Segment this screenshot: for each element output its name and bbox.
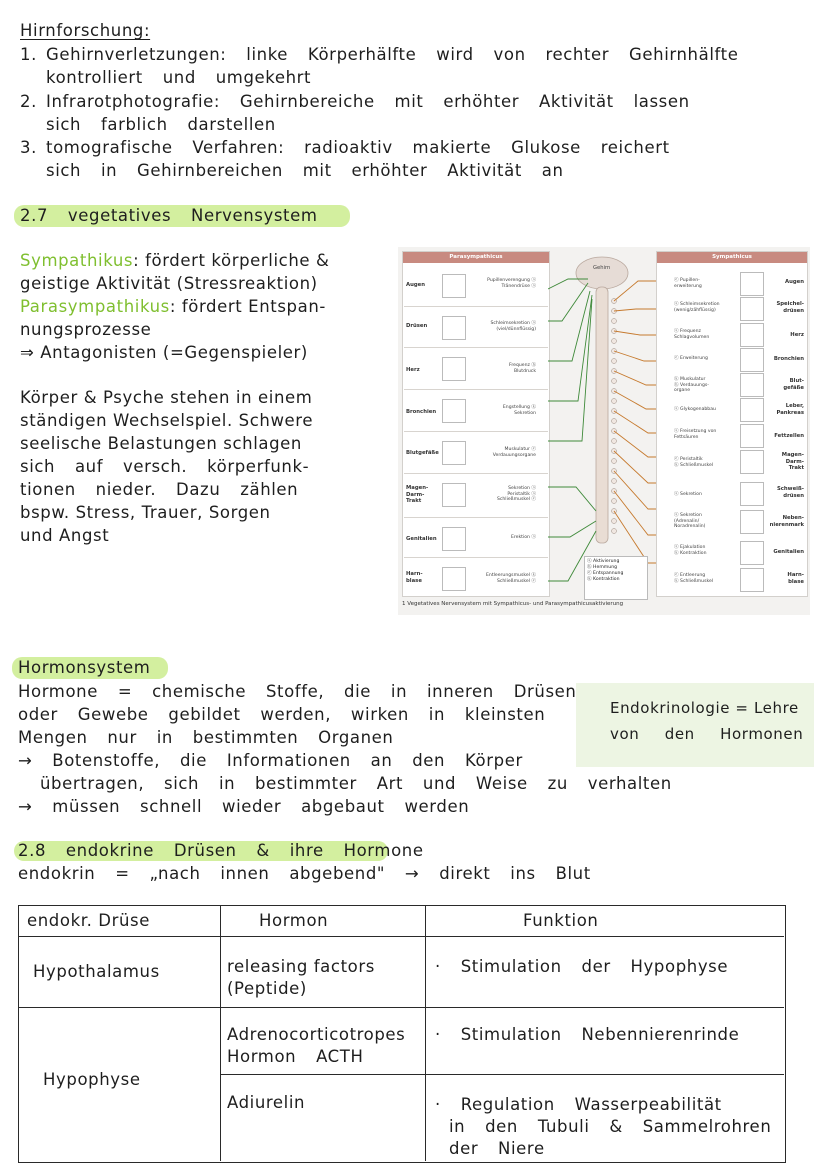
right-effect-11: ⓔ Entleerung ⓚ Schließmuskel [674, 573, 714, 584]
left-effect-6: Erektion ⓐ [510, 535, 536, 540]
hormon-line-3: Mengen nur in bestimmten Organen [18, 728, 394, 747]
left-row-divider [404, 306, 548, 307]
brain-item-3-line2: sich in Gehirnbereichen mit erhöhter Aktivität an [46, 161, 564, 180]
psyche-line-6: bspw. Stress, Trauer, Sorgen [20, 503, 271, 522]
brain-research-heading: Hirnforschung: [20, 21, 151, 40]
legend-item: ⓐ Aktivierung [587, 559, 620, 564]
brain-item-2-num: 2. [20, 92, 37, 111]
legend-item: ⓚ Kontraktion [587, 577, 620, 582]
table-row-1-gland: Hypophyse [43, 1070, 141, 1089]
right-organ-3: Bronchien [773, 356, 804, 362]
heart-icon [740, 323, 764, 347]
table-row-divider [19, 1007, 784, 1008]
hormon-line-1: Hormone = chemische Stoffe, die in inneren Drüsen [18, 682, 577, 701]
left-organ-7: Harn- blase [406, 571, 423, 584]
table-row-0-hormone2: (Peptide) [227, 979, 307, 998]
hormon-line-5: übertragen, sich in bestimmter Art und Weise zu verhalten [40, 774, 672, 793]
sympathikus-line1 [20, 250, 329, 272]
left-row-divider [404, 431, 548, 432]
fat-cell-icon [740, 424, 764, 448]
parasympathetic-nerves [548, 279, 596, 581]
eye-icon [740, 272, 764, 296]
right-organ-6: Fettzellen [774, 433, 804, 439]
table-row-2-function2: in den Tubuli & Sammelrohren [449, 1117, 772, 1136]
glands-heading: 2.8 endokrine Drüsen & ihre Hormone [18, 841, 424, 860]
right-effect-9: ⓐ Sekretion (Adrenalin/ Noradrenalin) [674, 513, 706, 529]
sympathikus-term: Sympathikus [20, 251, 134, 270]
parasympathicus-panel [402, 251, 550, 597]
right-effect-8: ⓐ Sekretion [674, 492, 702, 497]
right-effect-0: ⓔ Pupillen- erweiterung [674, 278, 702, 289]
left-organ-0: Augen [406, 282, 426, 288]
psyche-line-3: seelische Belastungen schlagen [20, 434, 302, 453]
right-organ-2: Herz [790, 332, 804, 338]
liver-icon [740, 398, 764, 422]
table-row-1-hormone1: Adrenocorticotropes [227, 1025, 406, 1044]
table-row-0-hormone1: releasing factors [227, 957, 375, 976]
nervous-system-diagram [398, 247, 810, 615]
table-row-2-function3: der Niere [449, 1139, 545, 1158]
left-row-divider [404, 517, 548, 518]
spinal-cord-illustration [548, 251, 656, 595]
right-organ-10: Genitalien [773, 549, 804, 555]
hormon-system-heading: Hormonsystem [18, 658, 151, 677]
table-row-0-gland: Hypothalamus [33, 962, 160, 981]
right-effect-5: ⓐ Glykogenabbau [674, 407, 716, 412]
lungs-icon [442, 399, 466, 423]
left-row-divider [404, 473, 548, 474]
table-row-0-function1: · Stimulation der Hypophyse [435, 957, 729, 976]
psyche-line-4: sich auf versch. körperfunk- [20, 457, 310, 476]
brain-item-1-line1: Gehirnverletzungen: linke Körperhälfte wird von rechter Gehirnhälfte [46, 45, 739, 64]
psyche-line-1: Körper & Psyche stehen in einem [20, 388, 313, 407]
endocrinology-line2: von den Hormonen [610, 725, 804, 743]
vessel-icon [740, 373, 764, 397]
right-effect-3: ⓔ Erweiterung [674, 356, 708, 361]
hormon-line-4: → Botenstoffe, die Informationen an den Körper [18, 751, 523, 770]
left-organ-1: Drüsen [406, 323, 428, 329]
right-organ-0: Augen [784, 279, 804, 285]
table-row-2-hormone1: Adiurelin [227, 1093, 306, 1112]
table-col-divider [220, 906, 221, 1161]
hormon-line-6: → müssen schnell wieder abgebaut werden [18, 797, 470, 816]
genital-icon [740, 541, 764, 565]
vertebrae-group [612, 299, 617, 534]
heart-icon [442, 357, 466, 381]
endocrinology-box [576, 683, 814, 767]
sympathikus-text2: geistige Aktivität (Stressreaktion) [20, 274, 318, 293]
parasympathikus-line1 [20, 296, 326, 318]
spinal-column [596, 287, 608, 543]
right-effect-10: ⓐ Ejakulation ⓚ Kontraktion [674, 545, 707, 556]
psyche-line-7: und Angst [20, 526, 110, 545]
left-effect-3: Engstellung ⓚ Sekretion [502, 405, 536, 416]
left-effect-7: Entleerungsmuskel ⓚ Schließmuskel ⓔ [486, 573, 536, 584]
brain-item-3-line1: tomografische Verfahren: radioaktiv makierte Glukose reichert [46, 138, 670, 157]
left-effect-1: Schleimsekretion ⓐ (viel/dünnflüssig) [490, 321, 536, 332]
vegetative-heading: 2.7 vegetatives Nervensystem [20, 206, 318, 225]
table-row-divider [19, 936, 784, 937]
left-organ-4: Blutgefäße [406, 450, 439, 456]
right-organ-7: Magen- Darm- Trakt [781, 452, 804, 471]
bladder-icon [442, 567, 466, 591]
genital-icon [442, 527, 466, 551]
right-effect-6: ⓐ Freisetzung von Fettsäuren [674, 429, 717, 440]
legend-item: ⓔ Entspannung [587, 571, 624, 576]
hormon-line-2: oder Gewebe gebildet werden, wirken in kleinsten [18, 705, 546, 724]
left-row-divider [404, 389, 548, 390]
table-row-divider [220, 1074, 784, 1075]
right-organ-1: Speichel- drüsen [776, 301, 804, 314]
left-organ-5: Magen- Darm- Trakt [406, 485, 429, 504]
sympathicus-header: Sympathicus [657, 252, 807, 263]
left-row-divider [404, 347, 548, 348]
gland-icon [442, 316, 466, 340]
brain-item-2-line1: Infrarotphotografie: Gehirnbereiche mit erhöhter Aktivität lassen [46, 92, 690, 111]
endocrinology-line1: Endokrinologie = Lehre [610, 699, 799, 717]
adrenal-icon [740, 510, 764, 534]
right-organ-4: Blut- gefäße [783, 378, 804, 391]
right-organ-9: Neben- nierenmark [769, 515, 804, 528]
legend-item: ⓗ Hemmung [587, 565, 618, 570]
eye-icon [442, 274, 466, 298]
left-row-divider [404, 557, 548, 558]
brain-item-3-num: 3. [20, 138, 37, 157]
diagram-caption: 1 Vegetatives Nervensystem mit Sympathicus- und Parasympathicusaktivierung [402, 601, 624, 607]
parasympathikus-term: Parasympathikus [20, 297, 170, 316]
brain-item-1-line2: kontrolliert und umgekehrt [46, 68, 312, 87]
stomach-icon [740, 450, 764, 474]
left-effect-0: Pupillenverengung ⓐ Tränendrüse ⓐ [487, 278, 536, 289]
table-row-1-hormone2: Hormon ACTH [227, 1047, 364, 1066]
stomach-icon [442, 483, 466, 507]
psyche-line-5: tionen nieder. Dazu zählen [20, 480, 299, 499]
left-organ-6: Genitalien [406, 536, 437, 542]
bladder-icon [740, 568, 764, 592]
table-row-1-function1: · Stimulation Nebennierenrinde [435, 1025, 740, 1044]
left-organ-3: Bronchien [406, 409, 437, 415]
right-effect-2: ⓐ Frequenz Schlagvolumen [674, 329, 710, 340]
sympathetic-nerves [614, 281, 656, 563]
brain-label: Gehirn [593, 265, 611, 271]
salivary-gland-icon [740, 297, 764, 321]
table-header-gland: endokr. Drüse [27, 911, 150, 930]
right-effect-7: ⓔ Peristaltik ⓚ Schließmuskel [674, 457, 714, 468]
left-effect-4: Muskulatur ⓔ Verdauungsorgane [492, 447, 536, 458]
right-effect-4: ⓚ Muskulatur ⓗ Verdauungs- organe [674, 377, 709, 393]
right-organ-5: Leber, Pankreas [776, 403, 804, 416]
left-effect-2: Frequenz ⓗ Blutdruck [509, 363, 536, 374]
right-organ-8: Schweiß- drüsen [776, 486, 804, 499]
psyche-line-2: ständigen Wechselspiel. Schwere [20, 411, 314, 430]
brain-item-1-num: 1. [20, 45, 37, 64]
diagram-legend [584, 556, 648, 600]
table-header-hormone: Hormon [259, 911, 329, 930]
left-organ-2: Herz [406, 367, 420, 373]
parasympathicus-header: Parasympathicus [403, 252, 549, 263]
brain-shape [576, 257, 628, 289]
hormone-table [18, 905, 786, 1163]
parasympathikus-text1: : fördert Entspan- [169, 297, 326, 316]
lungs-icon [740, 348, 764, 372]
right-organ-11: Harn- blase [787, 572, 804, 585]
brain-item-2-line2: sich farblich darstellen [46, 115, 276, 134]
antagonists-line: ⇒ Antagonisten (=Gegenspieler) [20, 343, 308, 362]
sweat-gland-icon [740, 482, 764, 506]
parasympathikus-text2: nungsprozesse [20, 320, 152, 339]
sympathikus-text1: : fördert körperliche & [133, 251, 330, 270]
left-effect-5: Sekretion ⓐ Peristaltik ⓐ Schließmuskel ⓔ [496, 486, 536, 502]
vessel-icon [442, 441, 466, 465]
endokrin-definition: endokrin = „nach innen abgebend" → direkt ins Blut [18, 864, 591, 883]
table-header-function: Funktion [523, 911, 599, 930]
right-effect-1: ⓐ Schleimsekretion (wenig/zähflüssig) [674, 302, 720, 313]
table-col-divider [425, 906, 426, 1161]
table-row-2-function1: · Regulation Wasserpeabilität [435, 1095, 722, 1114]
